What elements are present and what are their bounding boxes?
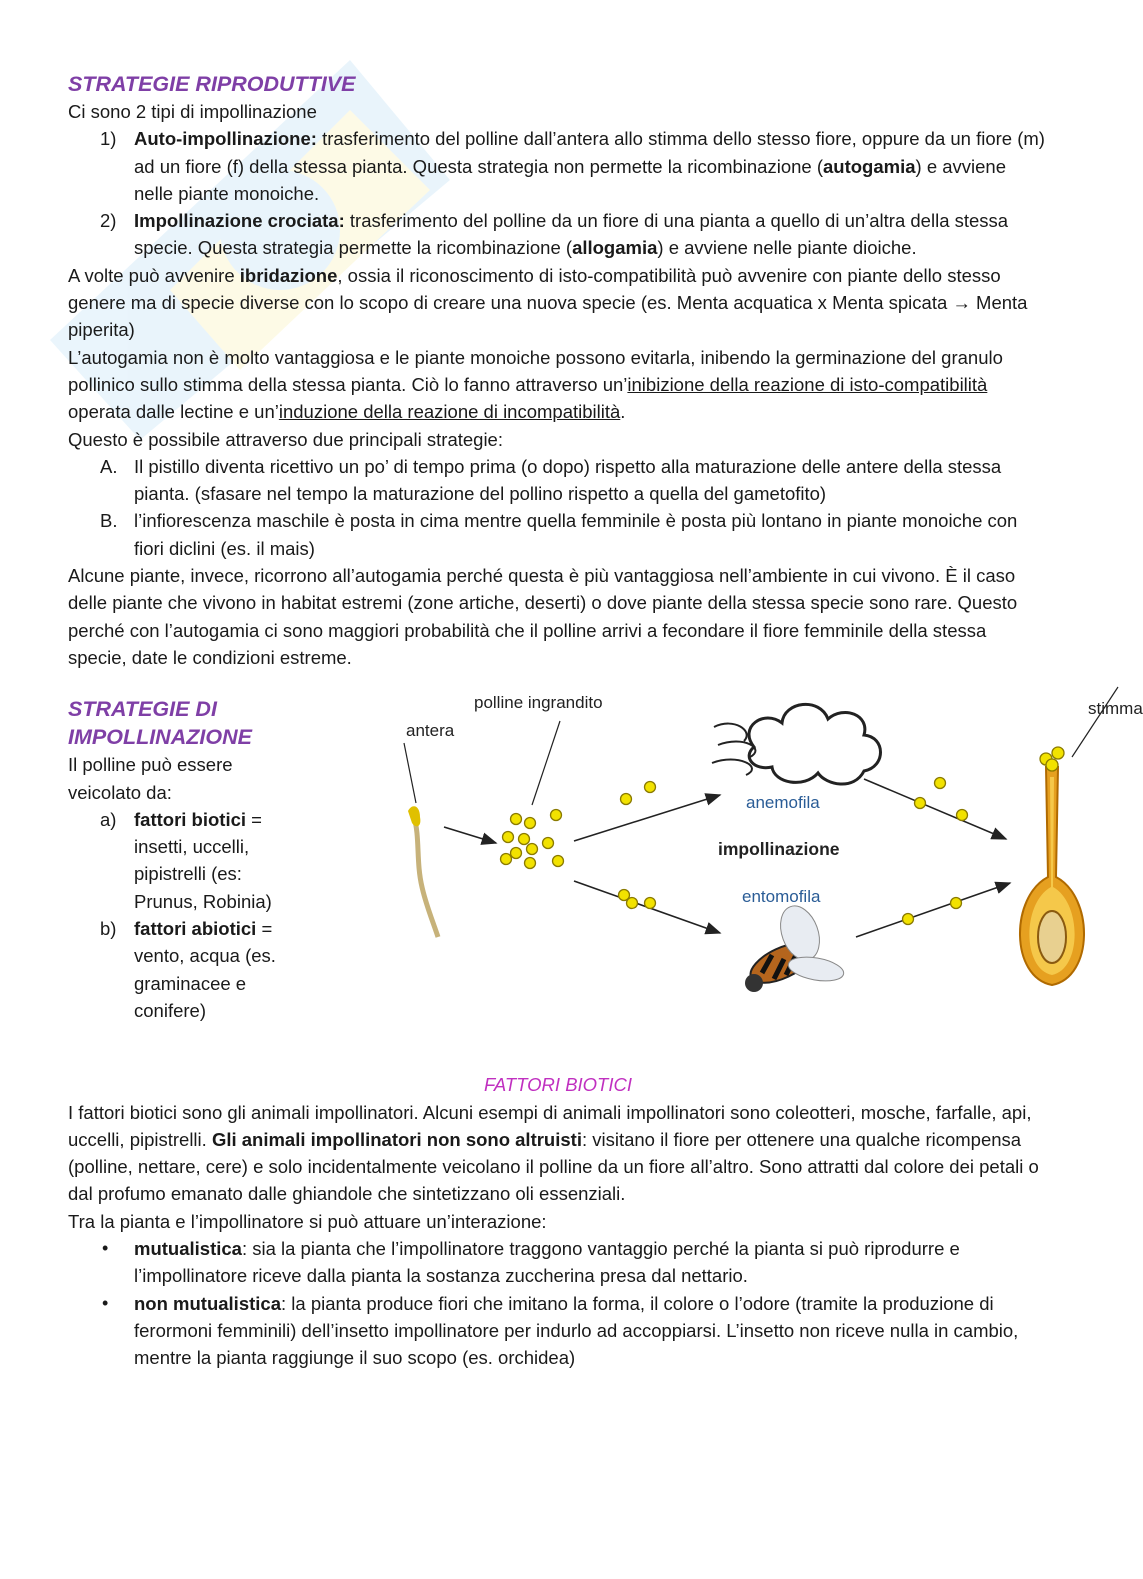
text: A volte può avvenire — [68, 264, 240, 286]
arrow-entomophily-to-stigma — [856, 883, 1010, 937]
text: ) e avviene nelle piante monoiche. — [134, 155, 1007, 204]
label-anemophily: anemofila — [746, 793, 820, 813]
hybridization-paragraph — [68, 262, 1048, 344]
arrow-anther-to-pollen — [444, 827, 496, 843]
text: l’infiorescenza maschile è posta in cima mentre quella femminile è posta più lontano in piante monoiche con fiori diclini (es. il mais) — [134, 510, 1018, 559]
label-pollination: impollinazione — [718, 839, 840, 860]
bee-icon — [745, 901, 846, 992]
bullet-icon: • — [102, 1238, 109, 1259]
pollination-types-list — [68, 125, 1048, 261]
vectors-intro: Il polline può essere veicolato da: — [68, 754, 233, 803]
list-item — [68, 207, 1048, 262]
label-entomophily: entomofila — [742, 887, 821, 907]
strategies-list — [68, 453, 1048, 562]
anther-icon — [408, 806, 438, 937]
interaction-intro: Tra la pianta e l’impollinatore si può attuare un’interazione: — [68, 1210, 547, 1232]
text: L’autogamia non è molto vantaggiosa e le piante monoiche possono evitarla, inibendo la germinazione del granulo pollinico sullo stimma della stessa pianta. Ciò lo fanno attraverso un’ — [68, 346, 1003, 395]
text: : sia la pianta che l’impollinatore traggono vantaggio perché la pianta si può riprodurre e l’impollinatore riceve dalla pianta la sostanza zuccherina presa dal nettario. — [134, 1238, 960, 1287]
list-item — [68, 453, 1048, 508]
subsection-title-fattori-biotici: FATTORI BIOTICI — [484, 1074, 632, 1096]
text: = insetti, uccelli, pipistrelli (es: Prunus, Robinia) — [134, 808, 272, 912]
closing-paragraph: Alcune piante, invece, ricorrono all’autogamia perché questa è più vantaggiosa nell’ambiente in cui vivono. È il caso delle piante che vivono in habitat estremi (zone artiche, deserti) o dove piante della stessa specie sono rare. Questo perché con l’autogamia ci sono maggiori probabilità che il polline arrivi a fecondare il fiore femminile della stessa specie, date le condizioni estreme. — [68, 565, 1018, 668]
term: autogamia — [822, 155, 916, 177]
biotic-factors-paragraph — [68, 1099, 1048, 1208]
intro-text: Ci sono 2 tipi di impollinazione — [68, 101, 317, 122]
arrow-anemophily-to-stigma — [864, 779, 1006, 839]
list-item — [68, 806, 308, 915]
term: Gli animali impollinatori non sono altruisti — [211, 1128, 582, 1150]
text: operata dalle lectine e un’ — [68, 401, 279, 423]
term: Auto-impollinazione: — [134, 128, 317, 150]
text: = vento, acqua (es. graminacee e conifere) — [134, 918, 276, 1021]
underlined-text: inibizione della reazione di isto-compatibilità — [627, 373, 988, 395]
term: fattori biotici — [134, 808, 247, 830]
strategies-intro: Questo è possibile attraverso due principali strategie: — [68, 428, 503, 450]
stigma-leader-line — [1072, 687, 1118, 757]
term: mutualistica — [134, 1238, 242, 1260]
section-title-strategie-riproduttive: STRATEGIE RIPRODUTTIVE — [68, 72, 356, 96]
text: I fattori biotici sono gli animali impollinatori. Alcuni esempi di animali impollinatori sono coleotteri, mosche, farfalle, api, uccelli, pipistrelli. — [68, 1101, 1032, 1150]
text: trasferimento del polline dall’antera allo stimma dello stesso fiore, oppure da un fiore (m) ad un fiore (f) della stessa pianta. Questa strategia non permette la ricombinazione ( — [134, 128, 1045, 177]
list-item — [68, 1235, 1048, 1290]
section-title-strategie-impollinazione — [68, 695, 308, 751]
autogamy-paragraph — [68, 344, 1048, 426]
list-item — [68, 915, 308, 1024]
list-item — [68, 1290, 1048, 1372]
text: . — [620, 401, 626, 423]
term: non mutualistica — [134, 1292, 281, 1314]
text: Il pistillo diventa ricettivo un po’ di tempo prima (o dopo) rispetto alla maturazione delle antere della stessa pianta. (sfasare nel tempo la maturazione del pollino rispetto a quella del gametofito) — [134, 455, 1002, 505]
term: ibridazione — [239, 264, 338, 286]
label-pollen-enlarged: polline ingrandito — [474, 693, 603, 713]
list-marker: a) — [100, 808, 117, 830]
factors-list — [68, 806, 308, 1024]
term: Impollinazione crociata: — [134, 210, 345, 232]
text: trasferimento del polline da un fiore di una pianta a quello di un’altra della stessa specie. Questa strategia permette la ricombinazione ( — [134, 210, 1009, 259]
underlined-text: induzione della reazione di incompatibilità — [278, 401, 621, 423]
pollen-leader-line — [532, 721, 560, 805]
pollination-diagram — [334, 687, 1143, 1027]
list-marker: 1) — [100, 128, 117, 150]
interaction-list — [68, 1235, 1048, 1371]
anther-leader-line — [404, 743, 416, 803]
text: : la pianta produce fiori che imitano la forma, il colore o l’odore (tramite la produzione di ferormoni femminili) dell’insetto impollinatore per indurlo ad accoppiarsi. L’insetto non riceve nulla in cambio, mentre la pianta raggiunge il suo scopo (es. orchidea) — [134, 1292, 1019, 1369]
left-column — [68, 695, 308, 1024]
document-page — [68, 70, 1143, 1372]
pistil-icon — [1020, 747, 1084, 985]
title-line: STRATEGIE DI — [68, 697, 217, 722]
label-stigma: stimma — [1088, 699, 1143, 719]
list-marker: A. — [100, 455, 118, 477]
term: fattori abiotici — [134, 918, 257, 940]
wind-cloud-icon — [712, 705, 881, 785]
text: , ossia il riconoscimento di isto-compatibilità può avvenire con piante dello stesso genere ma di specie diverse con lo scopo di creare una nuova specie (es. Menta acquatica x Menta spicata — [68, 264, 1001, 314]
term: allogamia — [572, 237, 658, 259]
label-anther: antera — [406, 721, 455, 741]
text: ) e avviene nelle piante dioiche. — [657, 237, 917, 259]
list-item — [68, 125, 1048, 207]
list-marker: B. — [100, 510, 118, 532]
text: : visitano il fiore per ottenere una qualche ricompensa (polline, nettare, cere) e solo incidentalmente veicolano il polline da un fiore all’altro. Sono attratti dal colore dei petali o dal profumo emanato dalle ghiandole che sintetizzano oli essenziali. — [68, 1128, 1039, 1205]
list-marker: 2) — [100, 210, 117, 232]
arrow-to-anemophily — [574, 795, 720, 841]
bullet-icon: • — [102, 1292, 109, 1313]
list-marker: b) — [100, 918, 117, 940]
text: Menta piperita) — [68, 292, 1028, 341]
arrow-icon: → — [952, 292, 971, 314]
list-item — [68, 507, 1048, 562]
title-line: IMPOLLINAZIONE — [68, 725, 252, 750]
pollination-strategies-section — [68, 693, 1143, 1067]
